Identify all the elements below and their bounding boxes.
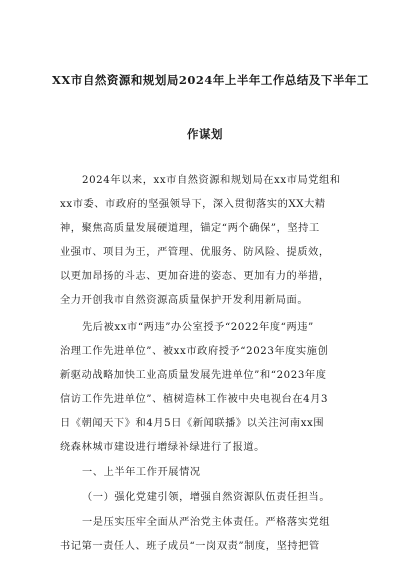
document-title-line-2: 作谋划	[187, 127, 223, 141]
section-heading-1: 一、上半年工作开展情况	[82, 467, 201, 478]
paragraph-2-line-2: 治理工作先进单位”、被xx市政府授予“2023年度实施创	[60, 346, 329, 357]
paragraph-5-line-1: 一是压实压牢全面从严治党主体责任。严格落实党组	[82, 517, 331, 528]
paragraph-1-line-1: 2024年以来，xx市自然资源和规划局在xx市局党组和	[82, 175, 341, 186]
paragraph-1-line-4: 业强市、项目为王，严管理、优服务、防风险、提质效，	[60, 247, 330, 258]
paragraph-1-line-5: 以更加昂扬的斗志、更加奋进的姿态、更加有力的举措，	[60, 271, 330, 282]
paragraph-2-line-4: 信访工作先进单位”、植树造林工作被中央电视台在4月3	[60, 394, 329, 405]
subsection-heading-1: （一）强化党建引领，增强自然资源队伍责任担当。	[82, 492, 331, 503]
paragraph-2-line-1: 先后被xx市“两违”办公室授予“2022年度“两违”	[82, 322, 314, 333]
paragraph-1-line-2: xx市委、市政府的坚强领导下，深入贯彻落实的XX大精	[60, 199, 326, 210]
paragraph-5-line-2: 书记第一责任人、班子成员“一岗双责”制度，坚持把管	[60, 541, 320, 552]
paragraph-2-line-3: 新驱动战略加快工业高质量发展先进单位”和“2023年度	[60, 370, 327, 381]
paragraph-2-line-6: 绕森林城市建设进行增绿补绿进行了报道。	[60, 442, 265, 453]
document-title-line-1: XX市自然资源和规划局2024年上半年工作总结及下半年工	[52, 73, 369, 87]
paragraph-2-line-5: 日《朝闻天下》和4月5日《新闻联播》以关注河南xx围	[60, 418, 325, 429]
paragraph-1-line-6: 全力开创我市自然资源高质量保护开发利用新局面。	[60, 295, 309, 306]
paragraph-1-line-3: 神，聚焦高质量发展硬道理，锚定“两个确保”，坚持工	[60, 223, 320, 234]
